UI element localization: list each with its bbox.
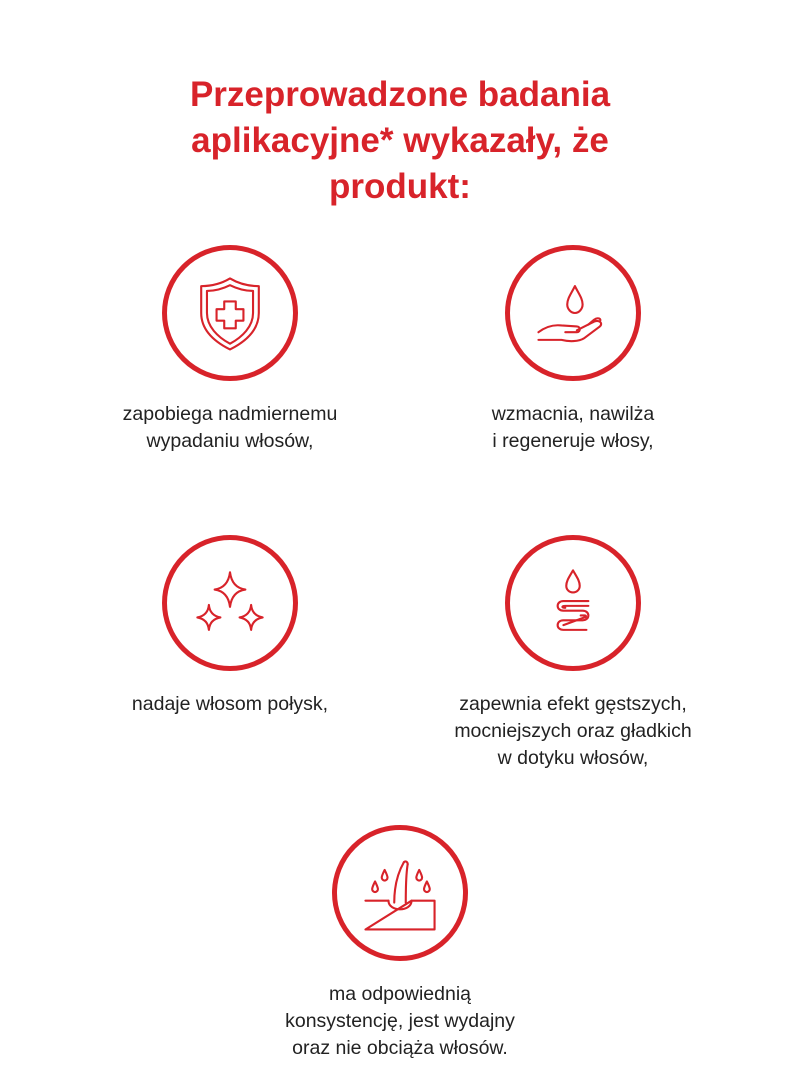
hand-drop-icon <box>525 265 621 361</box>
icon-circle <box>332 825 468 961</box>
benefit-text-line: oraz nie obciąża włosów. <box>292 1037 508 1059</box>
icon-circle <box>505 535 641 671</box>
benefit-strengthen <box>408 245 738 455</box>
benefit-consistency <box>235 825 565 1062</box>
benefit-text-line: i regeneruje włosy, <box>492 430 654 452</box>
hair-follicle-icon <box>352 845 448 941</box>
benefit-shine <box>65 535 395 718</box>
icon-circle <box>505 245 641 381</box>
page-title <box>0 72 800 210</box>
benefit-text-line: ma odpowiednią <box>328 983 471 1005</box>
benefit-text-line: wypadaniu włosów, <box>146 430 314 452</box>
icon-circle <box>162 245 298 381</box>
title-line: aplikacyjne* wykazały, że <box>191 121 609 160</box>
shield-cross-icon <box>182 265 278 361</box>
benefit-text <box>408 691 738 772</box>
benefit-density <box>408 535 738 772</box>
benefit-text <box>235 981 565 1062</box>
benefit-text-line: nadaje włosom połysk, <box>131 693 329 715</box>
benefit-text <box>65 401 395 455</box>
benefit-text-line: wzmacnia, nawilża <box>491 403 655 425</box>
benefit-text <box>408 401 738 455</box>
benefit-text-line: zapewnia efekt gęstszych, <box>459 693 687 715</box>
drop-waves-icon <box>525 555 621 651</box>
title-line: Przeprowadzone badania <box>189 75 611 114</box>
benefit-text <box>65 691 395 718</box>
benefit-text-line: w dotyku włosów, <box>497 747 649 769</box>
benefit-text-line: zapobiega nadmiernemu <box>122 403 338 425</box>
benefit-hair-loss <box>65 245 395 455</box>
benefit-text-line: mocniejszych oraz gładkich <box>454 720 692 742</box>
title-line: produkt: <box>329 167 471 206</box>
benefit-text-line: konsystencję, jest wydajny <box>285 1010 515 1032</box>
sparkles-icon <box>182 555 278 651</box>
icon-circle <box>162 535 298 671</box>
